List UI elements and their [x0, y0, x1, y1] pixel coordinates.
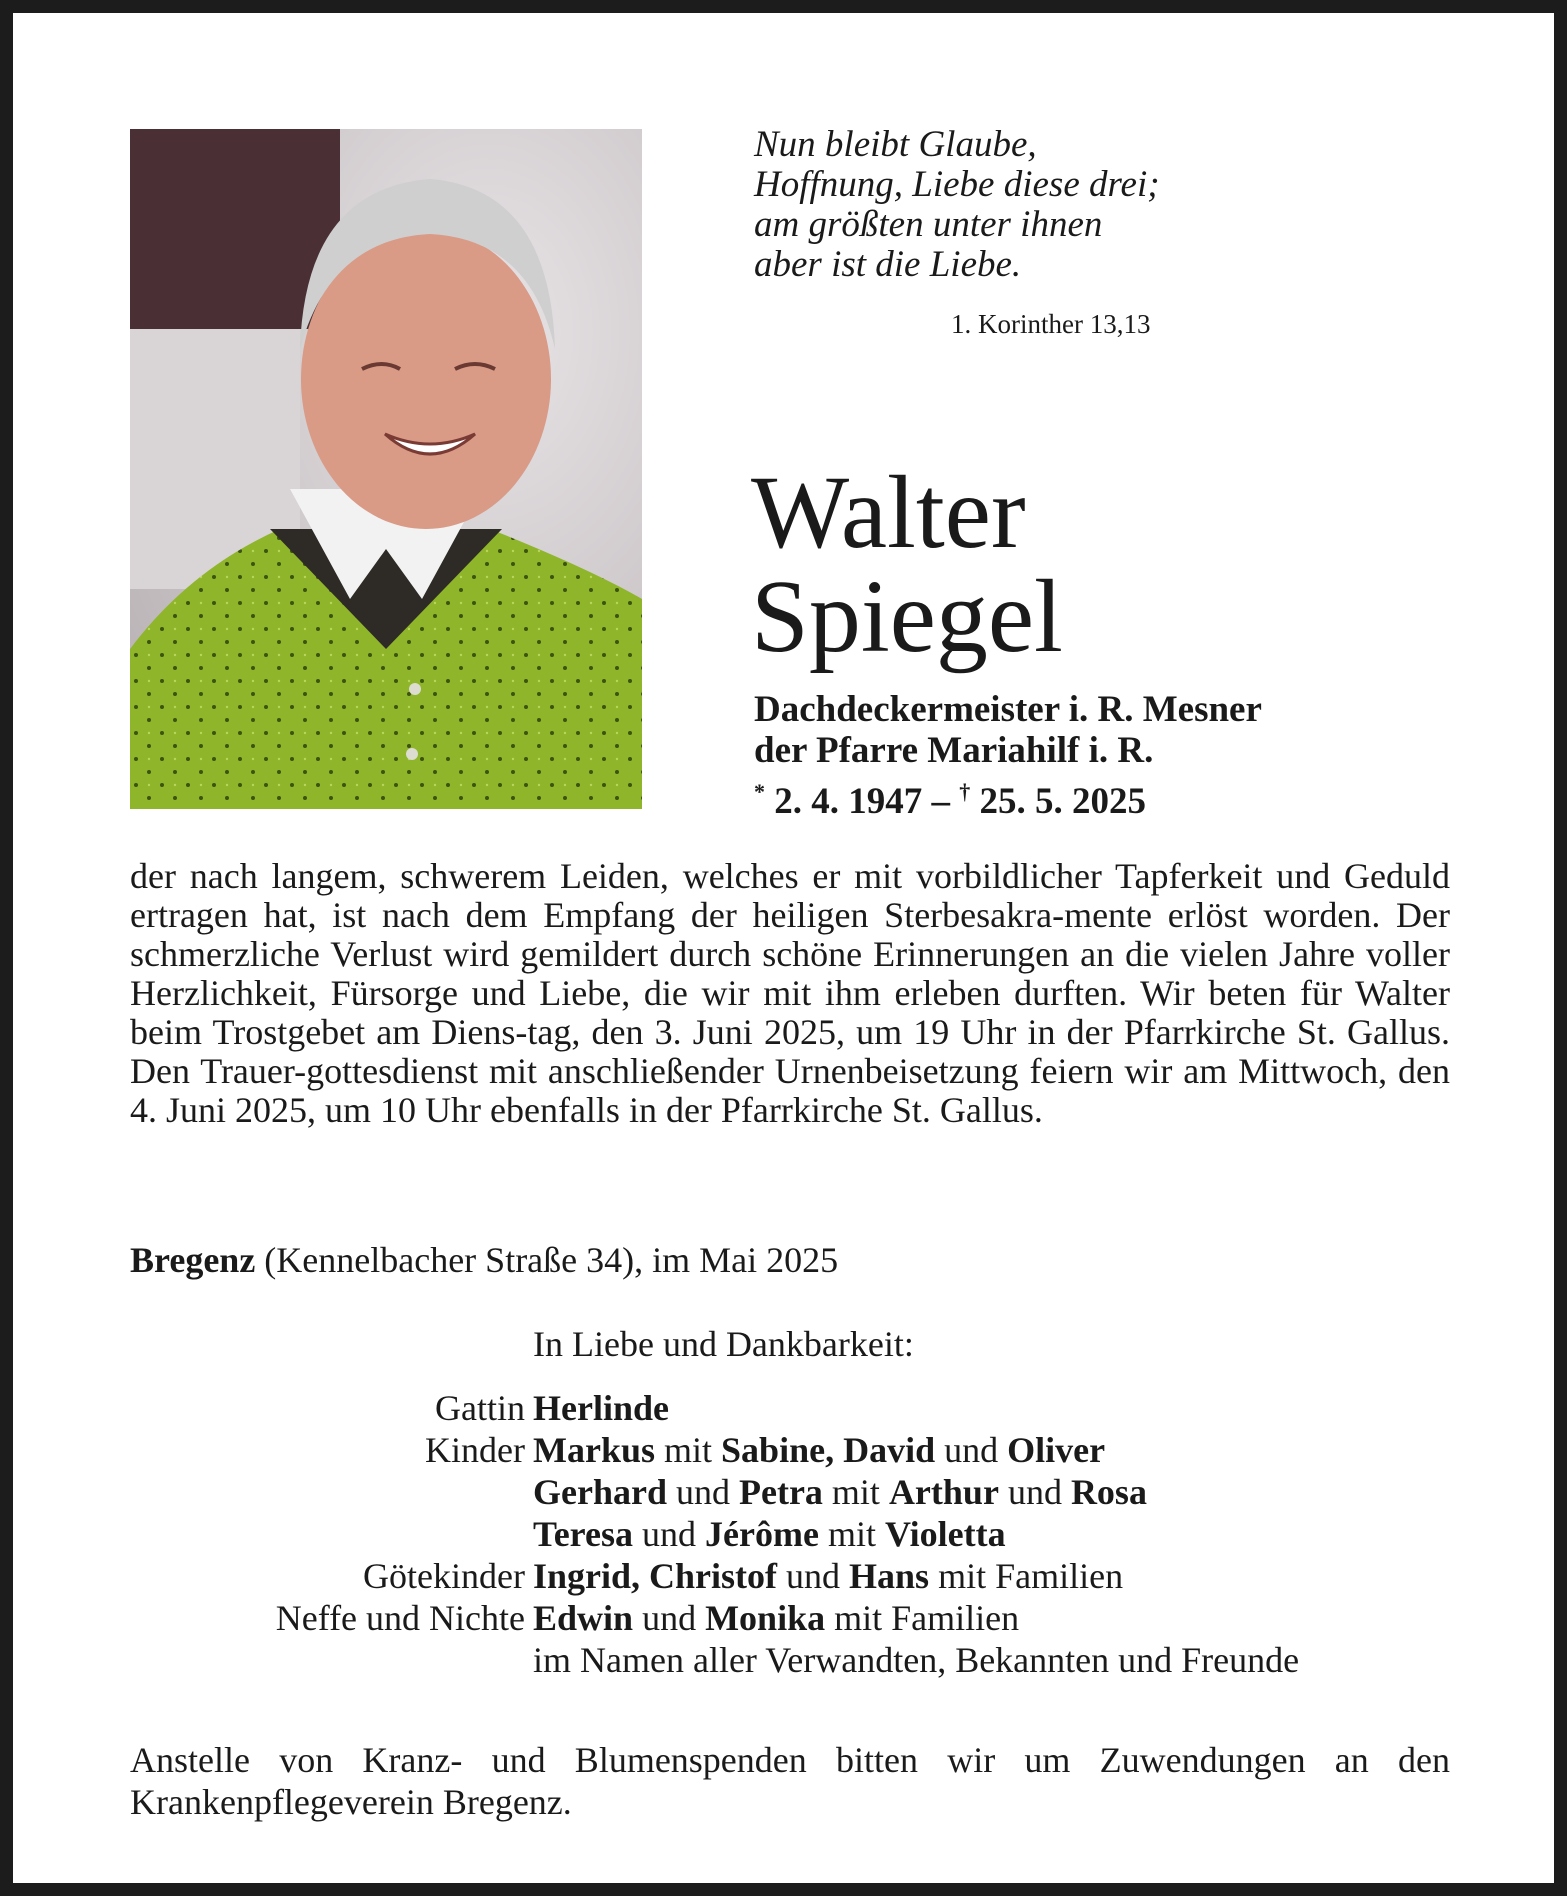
family-member-name: Petra [738, 1472, 823, 1512]
death-date: 25. 5. 2025 [979, 781, 1146, 822]
family-member-name: Oliver [1007, 1430, 1106, 1470]
family-row [130, 1639, 1299, 1681]
family-member-name: Hans [849, 1556, 930, 1596]
family-names [533, 1597, 1019, 1639]
portrait-photo [130, 129, 642, 809]
family-member-name: Violetta [884, 1514, 1006, 1554]
family-member-name: Arthur [888, 1472, 999, 1512]
family-member-name: Rosa [1070, 1472, 1147, 1512]
obituary-page [13, 13, 1554, 1883]
deceased-name [751, 455, 1063, 674]
deceased-titles [754, 689, 1262, 822]
death-symbol: † [959, 779, 971, 804]
family-row [130, 1555, 1299, 1597]
family-names [533, 1555, 1123, 1597]
family-connector: und [633, 1598, 706, 1638]
verse-line: Nun bleibt Glaube, [754, 124, 1037, 165]
family-member-name: Monika [705, 1598, 826, 1638]
family-member-name: Jérôme [705, 1514, 819, 1554]
signoff: In Liebe und Dankbarkeit: [533, 1324, 914, 1364]
family-member-name: Sabine, David [721, 1430, 936, 1470]
birth-date: 2. 4. 1947 [774, 781, 923, 822]
family-member-name: Ingrid, Christof [533, 1556, 778, 1596]
family-relation [130, 1639, 533, 1681]
life-dates [754, 771, 1262, 822]
family-names [533, 1429, 1105, 1471]
verse-line: Hoffnung, Liebe diese drei; [754, 164, 1160, 205]
verse-line: aber ist die Liebe. [754, 244, 1022, 285]
family-row [130, 1597, 1299, 1639]
family-connector: und [633, 1514, 706, 1554]
obituary-text: der nach langem, schwerem Leiden, welches er mit vorbildlicher Tapferkeit und Geduld ertragen hat, ist nach dem Empfang der heiligen Sterbesakra-mente erlöst worden. Der schmerzliche Verlust wird gemildert durch schöne Erinnerungen an die vielen Jahre voller Herzlichkeit, Fürsorge und Liebe, die wir mit ihm erleben durften. Wir beten für Walter beim Trostgebet am Diens-tag, den 3. Juni 2025, um 19 Uhr in der Pfarrkirche St. Gallus. Den Trauer-gottesdienst mit anschließender Urnenbeisetzung feiern wir am Mittwoch, den 4. Juni 2025, um 10 Uhr ebenfalls in der Pfarrkirche St. Gallus. [130, 856, 1450, 1130]
family-list [130, 1387, 1299, 1681]
family-member-name: Gerhard [533, 1472, 667, 1512]
closing-note: Anstelle von Kranz- und Blumenspenden bitten wir um Zuwendungen an den Krankenpflegeverein Bregenz. [130, 1740, 1450, 1822]
family-connector: mit [655, 1430, 722, 1470]
family-names [533, 1471, 1147, 1513]
family-names [533, 1639, 1299, 1681]
family-names [533, 1513, 1006, 1555]
family-relation: Götekinder [363, 1556, 525, 1596]
title-line: der Pfarre Mariahilf i. R. [754, 730, 1154, 771]
family-relation: Gattin [435, 1388, 525, 1428]
family-row [130, 1471, 1299, 1513]
family-connector: und [998, 1472, 1071, 1512]
last-name: Spiegel [751, 559, 1063, 674]
family-connector: mit Familien [825, 1598, 1020, 1638]
family-row [130, 1387, 1299, 1429]
verse-reference: 1. Korinther 13,13 [951, 309, 1151, 339]
birth-symbol: * [754, 779, 765, 804]
family-relation: Kinder [425, 1430, 525, 1470]
bible-verse [754, 125, 1160, 285]
family-connector: mit [822, 1472, 889, 1512]
family-member-name: Herlinde [533, 1388, 669, 1428]
family-connector: im Namen aller Verwandten, Bekannten und Freunde [533, 1640, 1300, 1680]
family-connector: mit Familien [929, 1556, 1124, 1596]
date-separator: – [931, 781, 950, 822]
family-member-name: Teresa [533, 1514, 634, 1554]
place-detail: (Kennelbacher Straße 34), im Mai 2025 [264, 1240, 839, 1280]
family-names [533, 1387, 669, 1429]
family-relation [130, 1471, 533, 1513]
family-relation: Neffe und Nichte [275, 1598, 525, 1638]
place-line [130, 1239, 838, 1281]
verse-line: am größten unter ihnen [754, 204, 1103, 245]
family-connector: und [777, 1556, 850, 1596]
family-connector: und [935, 1430, 1008, 1470]
family-connector: mit [818, 1514, 885, 1554]
family-member-name: Markus [533, 1430, 656, 1470]
first-name: Walter [751, 455, 1026, 570]
title-line: Dachdeckermeister i. R. Mesner [754, 689, 1262, 730]
family-relation [130, 1513, 533, 1555]
place-city: Bregenz [130, 1240, 256, 1280]
family-connector: und [666, 1472, 739, 1512]
family-member-name: Edwin [533, 1598, 634, 1638]
family-row [130, 1513, 1299, 1555]
family-row [130, 1429, 1299, 1471]
